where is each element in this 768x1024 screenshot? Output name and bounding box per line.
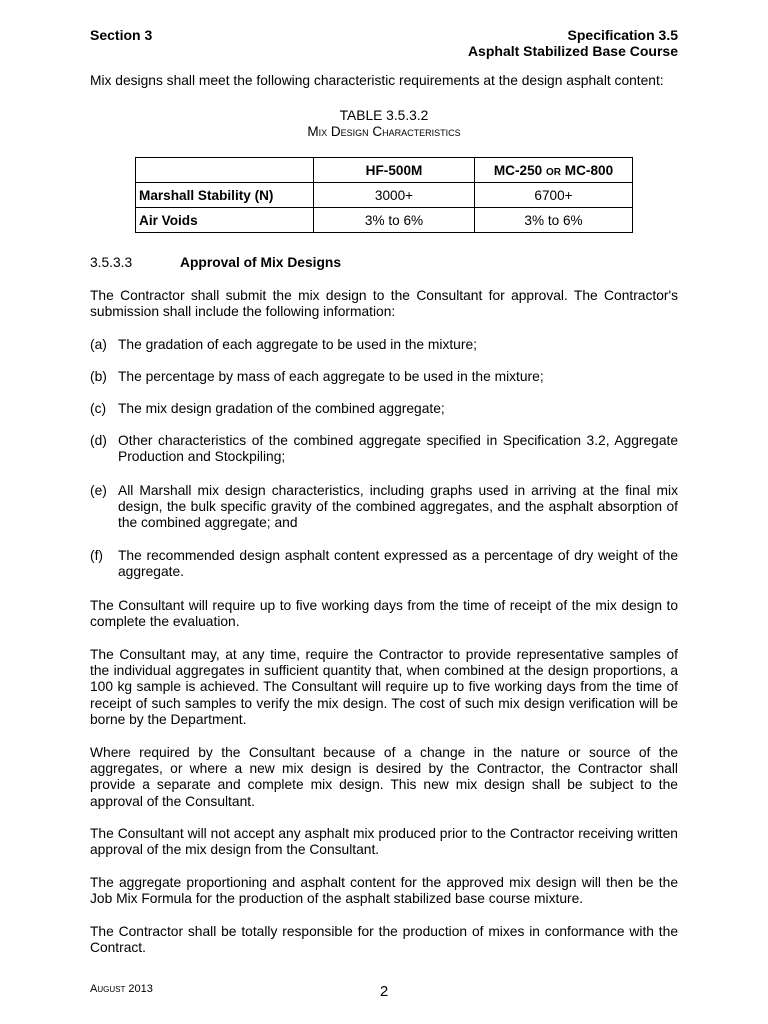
row-value-col1: 3000+	[314, 183, 475, 208]
table-header-row	[136, 158, 633, 183]
list-item-label: (e)	[90, 483, 107, 498]
row-value-col1: 3% to 6%	[314, 208, 475, 233]
paragraph: The Consultant will not accept any asphalt mix produced prior to the Contractor receiving written approval of the mix design from the Consultant.	[90, 826, 678, 858]
table-caption	[90, 108, 678, 140]
table-header-col2	[475, 158, 633, 183]
list-item-label: (b)	[90, 369, 107, 384]
list-item	[90, 548, 678, 580]
list-item	[90, 401, 678, 417]
paragraph: The Consultant will require up to five working days from the time of receipt of the mix design to complete the evaluation.	[90, 598, 678, 630]
col2-grade-a: MC-250	[493, 162, 543, 178]
paragraph: Where required by the Consultant because of a change in the nature or source of the aggregates, or where a new mix design is desired by the Contractor, the Contractor shall provide a separate and complete mix design. This new mix design shall be subject to the approval of the Consultant.	[90, 745, 678, 809]
document-page	[90, 0, 678, 1024]
paragraph: The Consultant may, at any time, require the Contractor to provide representative samples of the individual aggregates in sufficient quantity that, when combined at the design proportions, a 100 kg sample is achieved. The Consultant will require up to five working days from the time of receipt of such samples to verify the mix design. The cost of such mix design verification will be borne by the Department.	[90, 647, 678, 727]
list-item-label: (a)	[90, 337, 107, 352]
list-item-text: The gradation of each aggregate to be used in the mixture;	[118, 337, 477, 352]
list-item-label: (d)	[90, 433, 107, 448]
mix-design-table	[135, 157, 633, 233]
list-item-text: The percentage by mass of each aggregate to be used in the mixture;	[118, 369, 544, 384]
list-item-label: (c)	[90, 401, 107, 416]
col2-grade-b: MC-800	[564, 162, 614, 178]
list-item-text: Other characteristics of the combined aggregate specified in Specification 3.2, Aggregate Production and Stockpiling;	[118, 433, 678, 465]
header-spec-number: Specification 3.5	[567, 27, 678, 43]
list-item-text: All Marshall mix design characteristics, including graphs used in arriving at the final mix design, the bulk specific gravity of the combined aggregates, and the asphalt absorption of the combined aggregate; and	[118, 483, 678, 531]
col2-or: or	[546, 162, 561, 178]
list-item	[90, 369, 678, 385]
row-value-col2: 3% to 6%	[475, 208, 633, 233]
intro-paragraph: Mix designs shall meet the following characteristic requirements at the design asphalt content:	[90, 73, 664, 88]
header-spec-block	[468, 27, 678, 59]
header-spec-title: Asphalt Stabilized Base Course	[467, 43, 678, 59]
list-item-label: (f)	[90, 548, 104, 563]
table-row	[136, 208, 633, 233]
row-value-col2: 6700+	[475, 183, 633, 208]
paragraph: The Contractor shall be totally responsible for the production of mixes in conformance with the Contract.	[90, 924, 678, 956]
paragraph: The aggregate proportioning and asphalt content for the approved mix design will then be the Job Mix Formula for the production of the asphalt stabilized base course mixture.	[90, 875, 678, 907]
header-section: Section 3	[90, 27, 153, 43]
table-title: Mix Design Characteristics	[307, 124, 461, 139]
list-item-text: The recommended design asphalt content expressed as a percentage of dry weight of the aggregate.	[118, 548, 678, 580]
table-header-blank	[136, 158, 314, 183]
list-item	[90, 337, 678, 353]
footer-date: August 2013	[90, 983, 153, 995]
row-label: Air Voids	[136, 208, 314, 233]
list-item	[90, 433, 678, 465]
page-number: 2	[379, 983, 389, 1000]
submission-paragraph: The Contractor shall submit the mix design to the Consultant for approval. The Contractor's submission shall include the following information:	[90, 288, 678, 320]
section-title: Approval of Mix Designs	[180, 255, 341, 270]
list-item	[90, 483, 678, 532]
table-row	[136, 183, 633, 208]
row-label: Marshall Stability (N)	[136, 183, 314, 208]
table-number: TABLE 3.5.3.2	[339, 108, 429, 123]
section-number: 3.5.3.3	[90, 255, 133, 270]
list-item-text: The mix design gradation of the combined aggregate;	[118, 401, 445, 416]
table-header-col1: HF-500M	[314, 158, 475, 183]
